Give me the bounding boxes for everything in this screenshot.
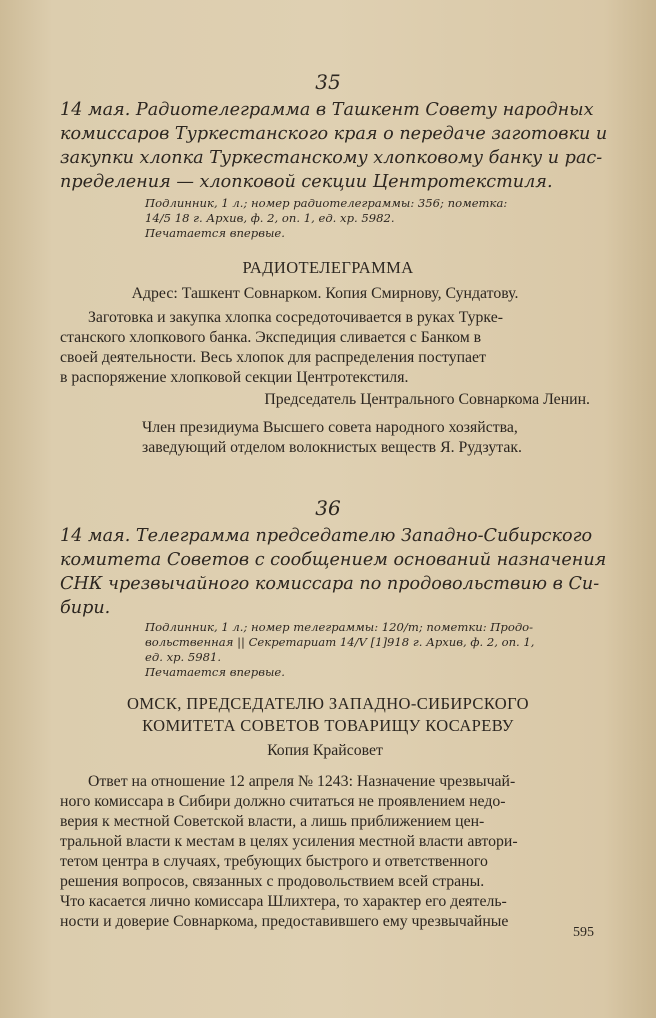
reference-line: Печатается впервые. xyxy=(145,665,285,679)
reference-line: ед. хр. 5981. xyxy=(145,650,222,664)
telegram-title: КОМИТЕТА СОВЕТОВ ТОВАРИЩУ КОСАРЕВУ xyxy=(142,716,514,735)
telegram-address: Адрес: Ташкент Совнарком. Копия Смирнову, Сундатову. xyxy=(131,285,519,302)
body-line: в распоряжение хлопковой секции Центротекстиля. xyxy=(60,369,409,386)
heading-line: 14 мая. Телеграмма председателю Западно-Сибирского xyxy=(60,526,593,546)
body-line: тетом центра в случаях, требующих быстрого и ответственного xyxy=(60,853,488,870)
body-line: верия к местной Советской власти, а лишь приближением цен- xyxy=(60,813,485,830)
document-number: 36 xyxy=(315,496,341,520)
archival-reference xyxy=(145,620,588,680)
body-line: тральной власти к местам в целях усиления местной власти автори- xyxy=(60,833,518,850)
reference-line: Подлинник, 1 л.; номер радиотелеграммы: 356; пометка: xyxy=(145,196,508,210)
body-line: Заготовка и закупка хлопка сосредоточивается в руках Турке- xyxy=(88,309,503,326)
reference-line: 14/5 18 г. Архив, ф. 2, оп. 1, ед. хр. 5982. xyxy=(145,211,395,225)
document-heading xyxy=(60,524,607,620)
heading-line: бири. xyxy=(60,598,111,618)
telegram-body xyxy=(60,308,590,388)
document-heading xyxy=(60,98,608,194)
signature-line: заведующий отделом волокнистых веществ Я. Рудзутак. xyxy=(142,439,522,456)
document-number: 35 xyxy=(315,70,341,94)
signature-line: Член президиума Высшего совета народного хозяйства, xyxy=(142,419,518,436)
body-line: решения вопросов, связанных с продовольствием всей страны. xyxy=(60,873,485,890)
signature-lenin: Председатель Центрального Совнаркома Ленин. xyxy=(264,391,590,408)
body-line: станского хлопкового банка. Экспедиция сливается с Банком в xyxy=(60,329,482,346)
body-line: своей деятельности. Весь хлопок для распределения поступает xyxy=(60,349,486,366)
telegram-body xyxy=(60,772,590,932)
heading-line: 14 мая. Радиотелеграмма в Ташкент Совету народных xyxy=(60,100,594,120)
body-line: Что касается лично комиссара Шлихтера, то характер его деятель- xyxy=(60,893,507,910)
heading-line: пределения — хлопковой секции Центротекстиля. xyxy=(60,172,553,192)
reference-line: Подлинник, 1 л.; номер телеграммы: 120/т; пометки: Продо- xyxy=(145,620,534,634)
archival-reference xyxy=(145,196,588,241)
body-line: ного комиссара в Сибири должно считаться не проявлением недо- xyxy=(60,793,506,810)
reference-line: вольственная || Секретариат 14/V [1]918 г. Архив, ф. 2, оп. 1, xyxy=(145,635,535,649)
body-line: Ответ на отношение 12 апреля № 1243: Назначение чрезвычай- xyxy=(88,773,516,790)
heading-line: комиссаров Туркестанского края о передаче заготовки и xyxy=(60,124,608,144)
telegram-copy: Копия Крайсовет xyxy=(267,742,383,759)
heading-line: закупки хлопка Туркестанскому хлопковому банку и рас- xyxy=(60,148,603,168)
telegram-title: ОМСК, ПРЕДСЕДАТЕЛЮ ЗАПАДНО-СИБИРСКОГО xyxy=(127,694,529,713)
heading-line: СНК чрезвычайного комиссара по продовольствию в Си- xyxy=(60,574,600,594)
body-line: ности и доверие Совнаркома, предоставившего ему чрезвычайные xyxy=(60,913,509,930)
heading-line: комитета Советов с сообщением оснований назначения xyxy=(60,550,607,570)
signature-rudzutak xyxy=(142,418,588,458)
reference-line: Печатается впервые. xyxy=(145,226,285,240)
page-number: 595 xyxy=(573,925,594,940)
telegram-title: РАДИОТЕЛЕГРАММА xyxy=(242,258,414,277)
